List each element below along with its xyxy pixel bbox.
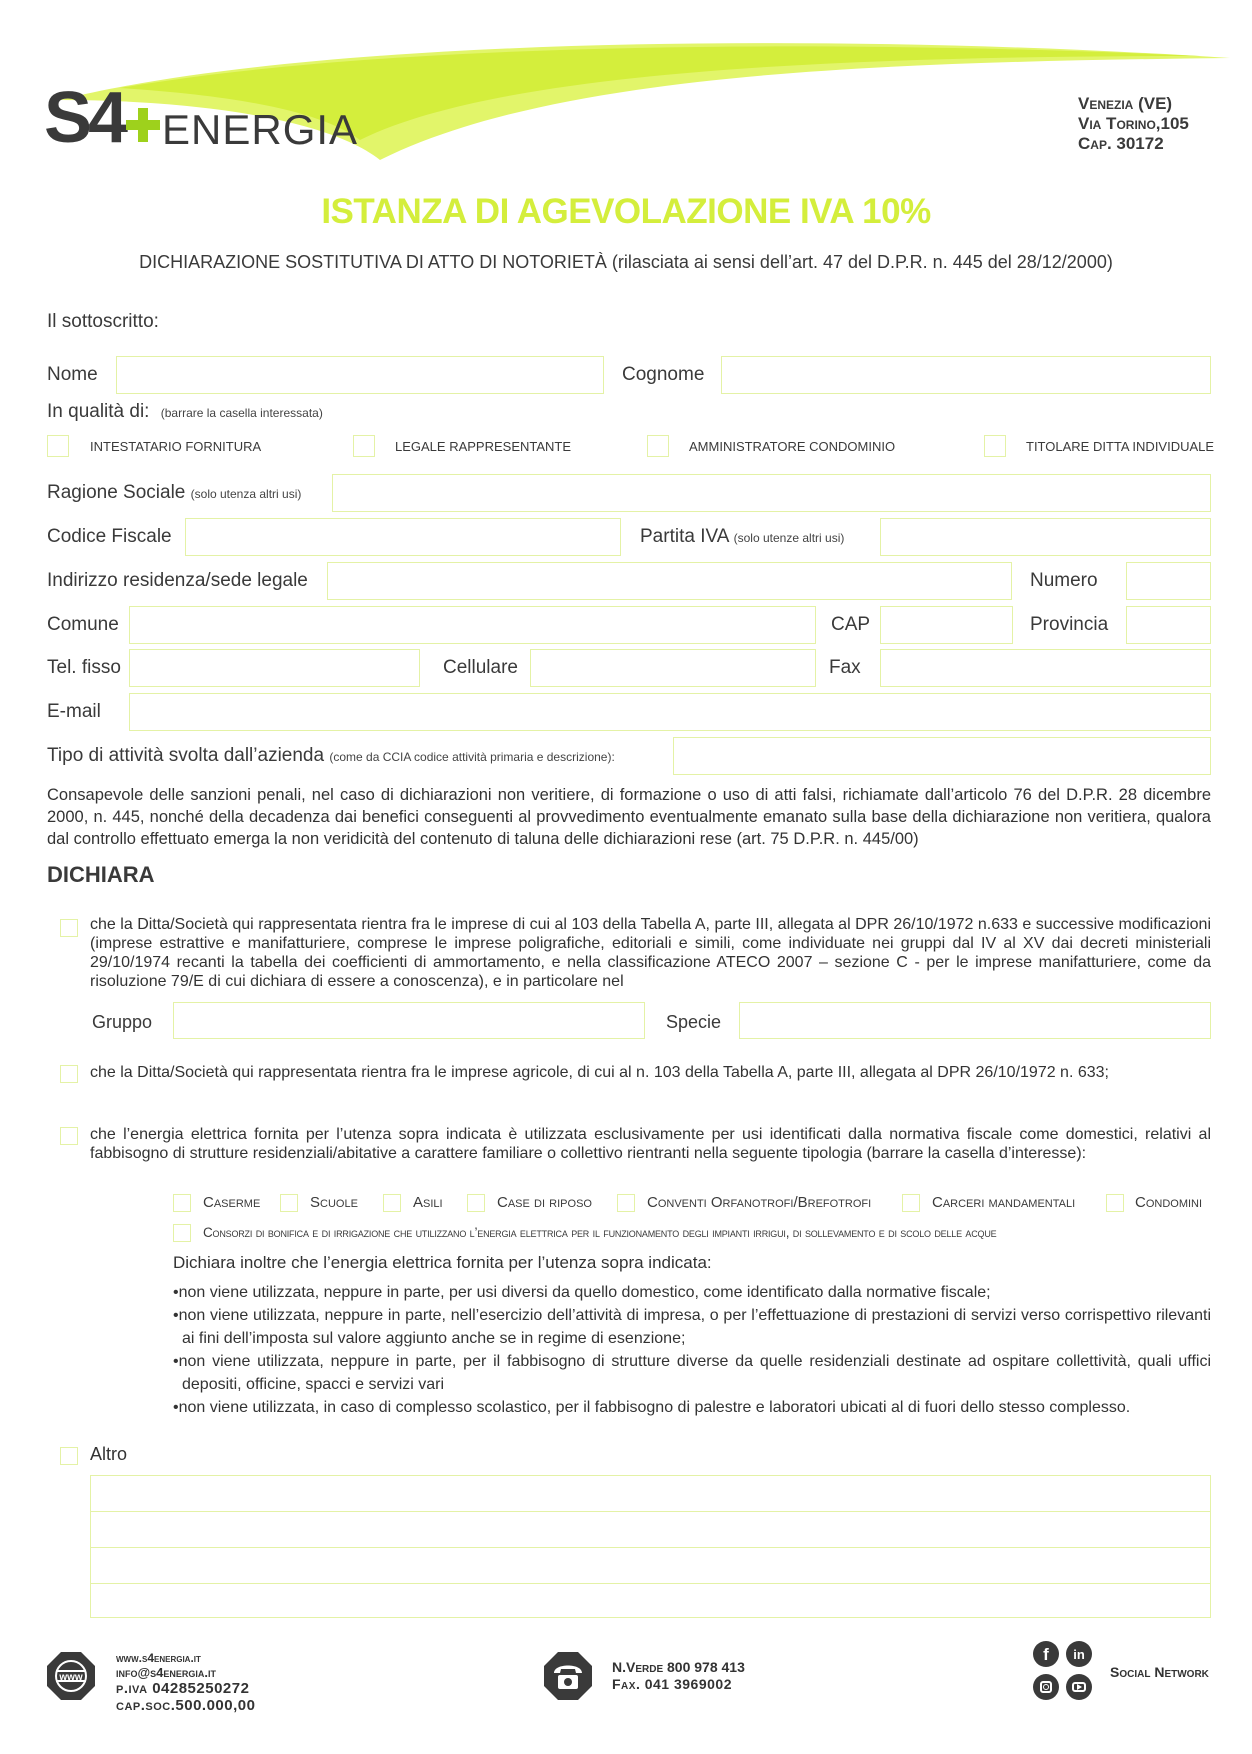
partita-iva-label	[640, 525, 844, 550]
provincia-label: Provincia	[1030, 614, 1109, 635]
logo-energia: ENERGIA	[162, 106, 359, 153]
cap-label: CAP	[831, 614, 871, 635]
tipologia-checkbox[interactable]	[902, 1194, 920, 1212]
role-label: INTESTATARIO FORNITURA	[90, 439, 262, 454]
footer-web: www.s4energia.it	[116, 1651, 201, 1665]
bullet-item: •non viene utilizzata, neppure in parte, per usi diversi da quello domestico, come identificato dalla normative fiscale;	[173, 1284, 991, 1301]
in-qualita-label	[47, 400, 323, 425]
consorzi-label: Consorzi di bonifica e di irrigazione che utilizzano l’energia elettrica per il funzionamento degli impianti irrigui, di sollevamento e di scolo delle acque	[203, 1225, 997, 1240]
role-label: TITOLARE DITTA INDIVIDUALE	[1026, 439, 1215, 454]
youtube-icon-play	[1077, 1684, 1082, 1690]
comune-field[interactable]	[129, 606, 816, 644]
page-subtitle: DICHIARAZIONE SOSTITUTIVA DI ATTO DI NOTORIETÀ (rilasciata ai sensi dell’art. 47 del D.P.R. n. 445 del 28/12/2000)	[139, 252, 1113, 272]
comune-label: Comune	[47, 614, 119, 635]
partita-iva-note: (solo utenze altri usi)	[733, 531, 845, 545]
logo	[44, 78, 364, 158]
in-qualita-text: In qualità di:	[47, 401, 150, 422]
tipologia-label: Conventi Orfanotrofi/Brefotrofi	[647, 1194, 872, 1211]
tel-fisso-label: Tel. fisso	[47, 657, 121, 678]
tipo-attivita-label	[47, 744, 615, 769]
role-checkbox[interactable]	[353, 435, 375, 457]
role-label: LEGALE RAPPRESENTANTE	[395, 439, 572, 454]
nome-label: Nome	[47, 364, 98, 385]
opt2-checkbox[interactable]	[60, 1065, 78, 1083]
tipologia-label: Caserme	[203, 1194, 261, 1211]
partita-iva-field[interactable]	[880, 518, 1211, 556]
cognome-label: Cognome	[622, 364, 705, 385]
tipologia-checkbox[interactable]	[173, 1194, 191, 1212]
logo-plus-icon	[126, 108, 160, 142]
youtube-icon[interactable]	[1066, 1674, 1092, 1700]
cognome-field[interactable]	[721, 356, 1211, 394]
footer-piva: p.iva 04285250272	[116, 1680, 250, 1697]
footer-email: info@s4energia.it	[116, 1665, 217, 1680]
facebook-icon[interactable]: f	[1033, 1641, 1059, 1667]
logo-s4: S4	[44, 78, 125, 158]
footer-fax: Fax. 041 3969002	[612, 1676, 732, 1692]
web-icon	[46, 1651, 96, 1701]
dichiara-heading: DICHIARA	[47, 862, 155, 887]
cellulare-field[interactable]	[530, 649, 816, 687]
tel-fisso-field[interactable]	[129, 649, 420, 687]
opt3-checkbox[interactable]	[60, 1127, 78, 1145]
footer-social: Social Network	[1110, 1664, 1209, 1680]
fax-label: Fax	[829, 657, 861, 678]
consapevole-paragraph: Consapevole delle sanzioni penali, nel caso di dichiarazioni non veritiere, di formazione o uso di atti falsi, richiamate dall’articolo 76 del D.P.R. 28 dicembre 2000, n. 445, nonché della decadenza dai benefici conseguenti al provvedimento eventualmente emanato sulla base della dichiarazione non veritiera, qualora dal controllo effettuato emerga la non veridicità del contenuto di taluna delle dichiarazioni rese (art. 75 D.P.R. n. 445/00)	[47, 786, 1211, 848]
tipologia-checkbox[interactable]	[280, 1194, 298, 1212]
altro-textarea[interactable]	[90, 1475, 1211, 1618]
ragione-sociale-label	[47, 481, 301, 506]
gruppo-field[interactable]	[173, 1002, 645, 1039]
dichiara-inoltre: Dichiara inoltre che l’energia elettrica fornita per l’utenza sopra indicata:	[173, 1253, 712, 1272]
consorzi-checkbox[interactable]	[173, 1224, 191, 1242]
nome-field[interactable]	[116, 356, 604, 394]
instagram-icon[interactable]	[1033, 1674, 1059, 1700]
codice-fiscale-field[interactable]	[185, 518, 621, 556]
altro-checkbox[interactable]	[60, 1447, 78, 1465]
tipologia-checkbox[interactable]	[467, 1194, 485, 1212]
opt1-text: che la Ditta/Società qui rappresentata rientra fra le imprese di cui al 103 della Tabella A, parte III, allegata al DPR 26/10/1972 n.633 e successive modificazioni (imprese estrattive e manifatturiere, comprese le imprese poligrafiche, editoriali e simili, come individuate nei gruppi dal IV al XV dai decreti ministeriali 29/10/1974 recanti la tabella dei coefficienti di ammortamento, e nella classificazione ATECO 2007 – sezione C - per le imprese manifatturiere, come da risoluzione 79/E di cui dichiara di essere a conoscenza), e in particolare nel	[90, 916, 1211, 990]
gruppo-label: Gruppo	[92, 1012, 153, 1032]
tipologia-label: Case di riposo	[497, 1194, 592, 1211]
role-label: AMMINISTRATORE CONDOMINIO	[689, 439, 896, 454]
company-address	[1078, 94, 1189, 154]
specie-label: Specie	[666, 1012, 722, 1032]
cap-field[interactable]	[880, 606, 1013, 644]
tipologia-label: Condomini	[1135, 1194, 1203, 1211]
tipo-attivita-field[interactable]	[673, 737, 1211, 775]
ragione-sociale-note: (solo utenza altri usi)	[190, 487, 302, 501]
partita-iva-text: Partita IVA	[640, 526, 729, 547]
tipologia-checkbox[interactable]	[383, 1194, 401, 1212]
codice-fiscale-label: Codice Fiscale	[47, 526, 172, 547]
address-line: Via Torino,105	[1078, 114, 1189, 133]
address-line: Venezia (VE)	[1078, 94, 1173, 113]
sottoscritto-label: Il sottoscritto:	[47, 311, 159, 332]
numero-field[interactable]	[1126, 562, 1211, 600]
numero-label: Numero	[1030, 570, 1098, 591]
indirizzo-label: Indirizzo residenza/sede legale	[47, 570, 308, 591]
address-line: Cap. 30172	[1078, 134, 1164, 153]
bullet-item: •non viene utilizzata, in caso di complesso scolastico, per il fabbisogno di palestre e laboratori ubicati al di fuori dello stesso complesso.	[173, 1399, 1131, 1416]
ragione-sociale-text: Ragione Sociale	[47, 482, 186, 503]
altro-row-line	[91, 1583, 1210, 1584]
tipologia-label: Asili	[413, 1194, 443, 1211]
opt3-text: che l’energia elettrica fornita per l’utenza sopra indicata è utilizzata esclusivamente per usi identificati dalla normativa fiscale come domestici, relativi al fabbisogno di strutture residenziali/abitative a carattere familiare o collettivo rientranti nella seguente tipologia (barrare la casella d’interesse):	[90, 1126, 1211, 1162]
tipologia-checkbox[interactable]	[1106, 1194, 1124, 1212]
linkedin-icon[interactable]: in	[1066, 1641, 1092, 1667]
tipologia-label: Carceri mandamentali	[932, 1194, 1076, 1211]
role-checkbox[interactable]	[47, 435, 69, 457]
role-checkbox[interactable]	[647, 435, 669, 457]
opt1-checkbox[interactable]	[60, 919, 78, 937]
altro-row-line	[91, 1511, 1210, 1512]
bullet-item: •non viene utilizzata, neppure in parte, nell’esercizio dell’attività di impresa, o per l’effettuazione di prestazioni di servizi verso corrispettivo rilevanti ai fini dell’imposta sul valore aggiunto anche se in regime di esenzione;	[173, 1307, 1211, 1347]
page-title: ISTANZA DI AGEVOLAZIONE IVA 10%	[321, 192, 931, 231]
footer-numero-verde: N.Verde 800 978 413	[612, 1659, 745, 1675]
altro-row-line	[91, 1547, 1210, 1548]
role-checkbox[interactable]	[984, 435, 1006, 457]
footer-capsoc: cap.soc.500.000,00	[116, 1697, 256, 1714]
bullet-item: •non viene utilizzata, neppure in parte, per il fabbisogno di strutture diverse da quelle residenziali destinate ad ospitare collettività, quali uffici depositi, officine, spacci e servizi vari	[173, 1353, 1211, 1393]
phone-icon	[543, 1651, 593, 1701]
indirizzo-field[interactable]	[327, 562, 1012, 600]
opt2-text: che la Ditta/Società qui rappresentata rientra fra le imprese agricole, di cui al n. 103 della Tabella A, parte III, allegata al DPR 26/10/1972 n. 633;	[90, 1064, 1109, 1081]
instagram-icon-lens	[1043, 1684, 1049, 1690]
tipo-attivita-text: Tipo di attività svolta dall’azienda	[47, 745, 325, 766]
provincia-field[interactable]	[1126, 606, 1211, 644]
web-icon-text: www	[59, 1672, 83, 1683]
tipo-attivita-note: (come da CCIA codice attività primaria e descrizione):	[329, 750, 615, 764]
tipologia-label: Scuole	[310, 1194, 358, 1211]
cellulare-label: Cellulare	[443, 657, 518, 678]
email-label: E-mail	[47, 701, 101, 722]
specie-field[interactable]	[739, 1002, 1211, 1039]
altro-label: Altro	[90, 1444, 128, 1464]
email-field[interactable]	[129, 693, 1211, 731]
fax-field[interactable]	[880, 649, 1211, 687]
in-qualita-note: (barrare la casella interessata)	[160, 406, 323, 420]
ragione-sociale-field[interactable]	[332, 474, 1211, 512]
tipologia-checkbox[interactable]	[617, 1194, 635, 1212]
